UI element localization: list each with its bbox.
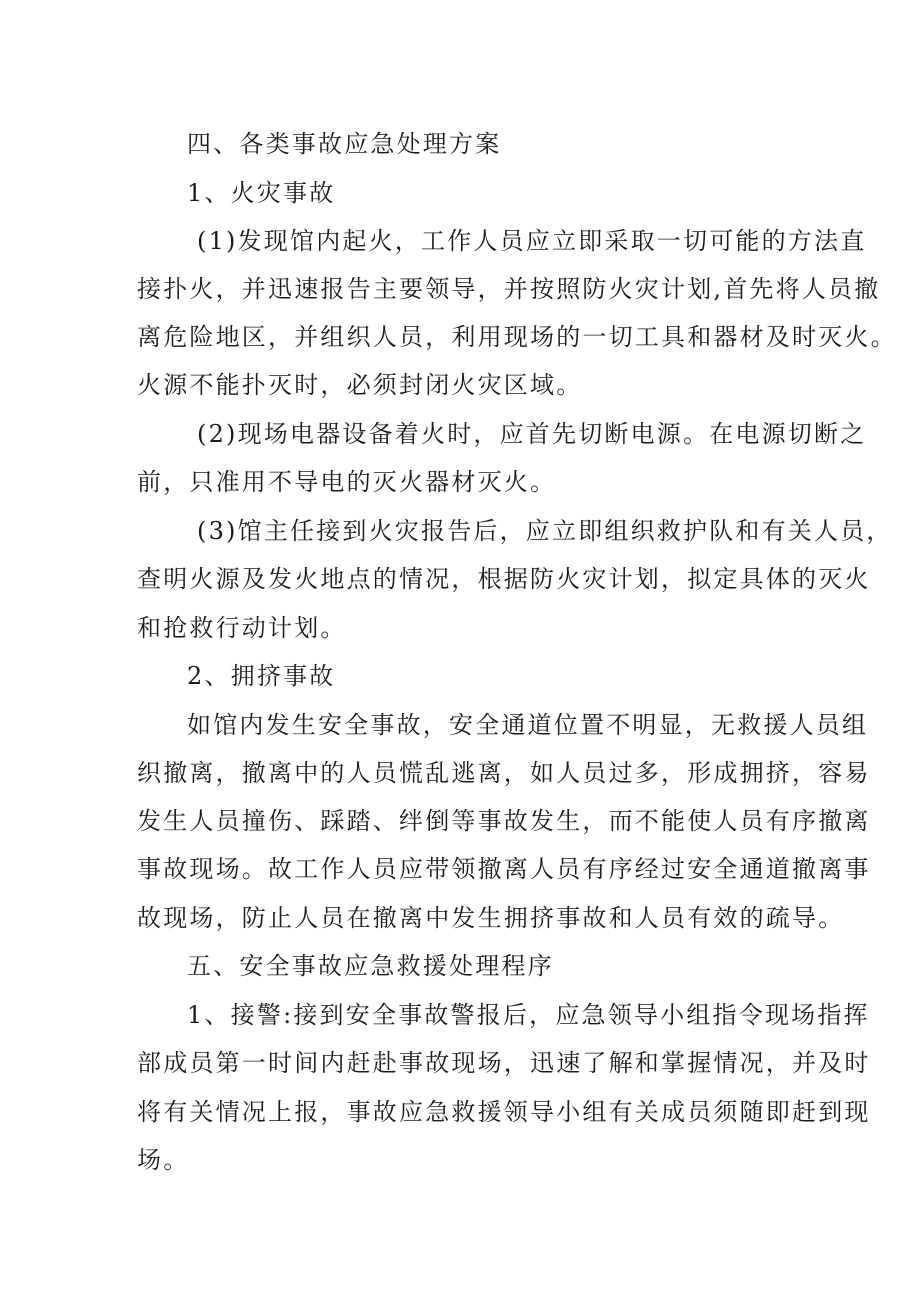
paragraph-line: 事故现场。故工作人员应带领撤离人员有序经过安全通道撤离事 bbox=[137, 855, 871, 883]
section-heading-5: 五、安全事故应急救援处理程序 bbox=[187, 952, 554, 980]
paragraph-line: 离危险地区，并组织人员，利用现场的一切工具和器材及时灭火。 bbox=[137, 323, 897, 351]
subheading-crowding-accident: 2、拥挤事故 bbox=[187, 662, 336, 690]
subheading-fire-accident: 1、火灾事故 bbox=[187, 179, 336, 207]
section-heading-4: 四、各类事故应急处理方案 bbox=[187, 130, 502, 158]
paragraph-line: 和抢救行动计划。 bbox=[137, 614, 347, 642]
paragraph-line: (1)发现馆内起火，工作人员应立即采取一切可能的方法直 bbox=[197, 227, 867, 255]
paragraph-line: (3)馆主任接到火灾报告后，应立即组织救护队和有关人员， bbox=[197, 517, 893, 545]
paragraph-line: 发生人员撞伤、踩踏、绊倒等事故发生，而不能使人员有序撤离 bbox=[137, 807, 871, 835]
paragraph-line: 故现场，防止人员在撤离中发生拥挤事故和人员有效的疏导。 bbox=[137, 904, 845, 932]
paragraph-line: 接扑火，并迅速报告主要领导，并按照防火灾计划,首先将人员撤 bbox=[137, 275, 881, 303]
paragraph-line: 场。 bbox=[137, 1146, 190, 1174]
paragraph-line: 织撤离，撤离中的人员慌乱逃离，如人员过多，形成拥挤，容易 bbox=[137, 759, 871, 787]
paragraph-line: 前，只准用不导电的灭火器材灭火。 bbox=[137, 468, 557, 496]
paragraph-line: 火源不能扑灭时，必须封闭火灾区域。 bbox=[137, 371, 583, 399]
paragraph-line: 如馆内发生安全事故，安全通道位置不明显，无救援人员组 bbox=[187, 711, 869, 739]
paragraph-line: 部成员第一时间内赶赴事故现场，迅速了解和掌握情况，并及时 bbox=[137, 1049, 871, 1077]
paragraph-line: 1、接警:接到安全事故警报后，应急领导小组指令现场指挥 bbox=[187, 1001, 870, 1029]
paragraph-line: 将有关情况上报，事故应急救援领导小组有关成员须随即赶到现 bbox=[137, 1098, 871, 1126]
paragraph-line: (2)现场电器设备着火时，应首先切断电源。在电源切断之 bbox=[197, 420, 867, 448]
paragraph-line: 查明火源及发火地点的情况，根据防火灾计划，拟定具体的灭火 bbox=[137, 565, 871, 593]
